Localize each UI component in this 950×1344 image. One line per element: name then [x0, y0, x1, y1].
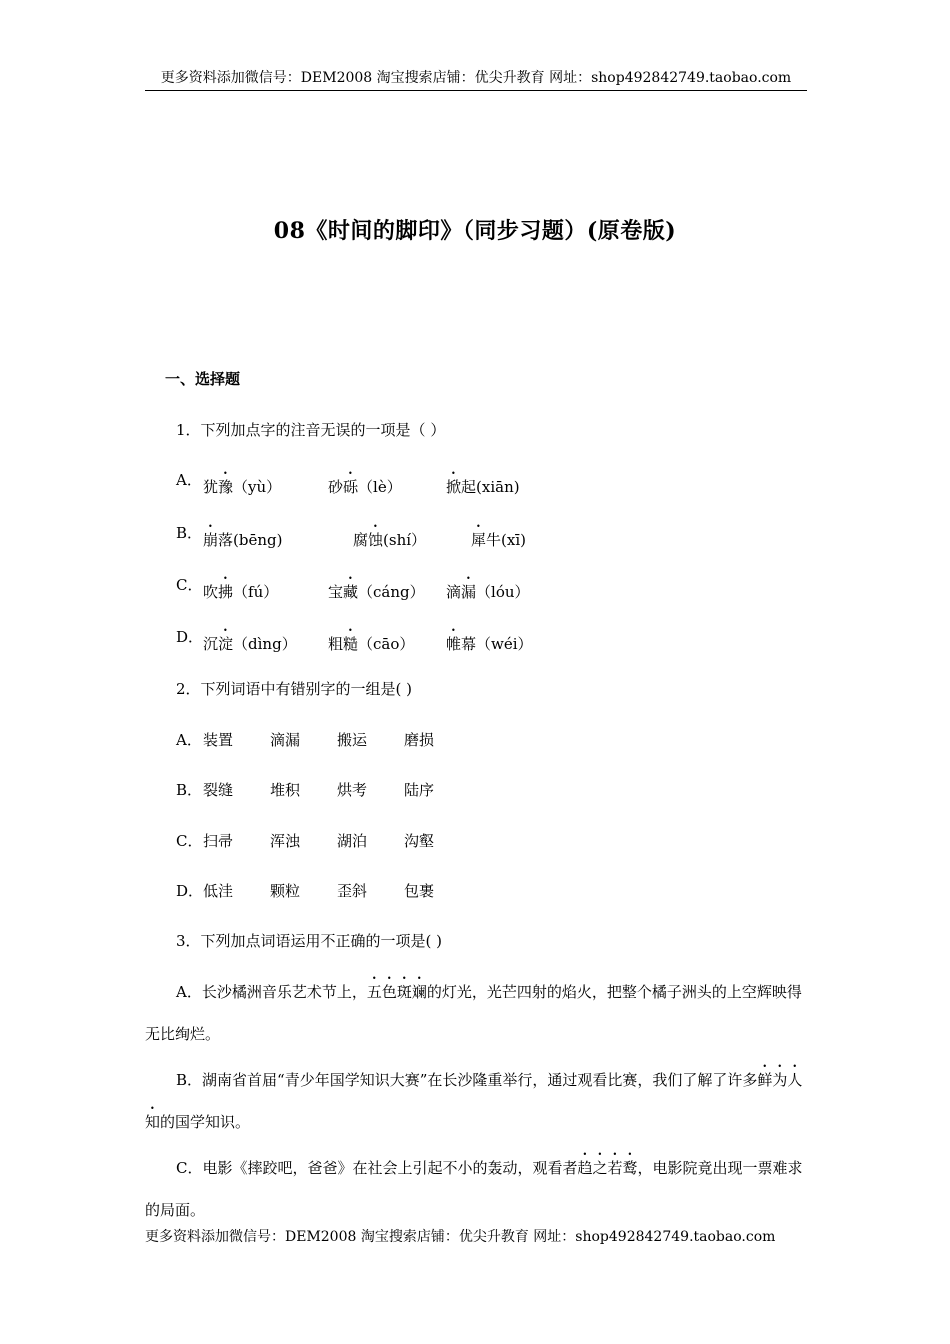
- q3-option-c: C．电影《摔跤吧，爸爸》在社会上引起不小的轰动，观看者趋之若鹜，电影院竟出现一票难求的局面。: [145, 1159, 803, 1219]
- emphasized-term: 趋之若鹜: [577, 1159, 638, 1177]
- option-label: B．: [176, 524, 203, 542]
- q3-option-a: A．长沙橘洲音乐艺术节上，五色斑斓的灯光，光芒四射的焰火，把整个橘子洲头的上空辉映得无比绚烂。: [145, 983, 802, 1043]
- q2-a-word-3: 搬运: [337, 731, 368, 749]
- q2-b-word-3: 烘考: [337, 781, 368, 799]
- q1-c-item-1: 吹拂（fú）: [203, 583, 279, 601]
- q1-d-item-1: 沉淀（dìng）: [203, 635, 297, 653]
- q1-a-item-1: 犹豫（yù）: [203, 478, 282, 496]
- q2-option-a: [176, 729, 435, 750]
- q1-b-item-2: 腐蚀(shí）: [353, 531, 427, 549]
- option-label: C．: [176, 576, 203, 594]
- q1-option-b: [176, 522, 526, 549]
- q1-b-item-1: 崩落(bēng): [203, 531, 283, 549]
- q1-d-item-2: 粗糙（cāo）: [328, 635, 415, 653]
- q2-b-word-1: 裂缝: [203, 781, 234, 799]
- q2-option-d: [176, 880, 435, 901]
- option-label: A．: [176, 731, 202, 749]
- page-header: 更多资料添加微信号：DEM2008 淘宝搜索店铺：优尖升教育 网址：shop492842749.taobao.com: [145, 68, 807, 91]
- emphasized-term: 鲜为人知: [145, 1071, 803, 1131]
- option-label: A．: [176, 471, 202, 489]
- q2-b-word-4: 陆序: [404, 781, 435, 799]
- q2-d-word-4: 包裹: [404, 882, 435, 900]
- q1-a-item-2: 砂砾（lè）: [328, 478, 402, 496]
- q1-option-c: [176, 574, 530, 601]
- question-2-stem: 2．下列词语中有错别字的一组是( ): [176, 680, 413, 698]
- q1-a-item-3: 掀起(xiān): [446, 478, 520, 496]
- q1-c-item-3: 滴漏（lóu）: [446, 583, 530, 601]
- q1-d-item-3: 帷幕（wéi）: [446, 635, 533, 653]
- q2-d-word-3: 歪斜: [337, 882, 368, 900]
- q2-c-word-2: 浑浊: [270, 832, 301, 850]
- option-label: C．: [176, 832, 203, 850]
- q2-c-word-1: 扫帚: [203, 832, 234, 850]
- question-3-stem: 3．下列加点词语运用不正确的一项是( ): [176, 932, 443, 950]
- q2-a-word-2: 滴漏: [270, 731, 301, 749]
- q2-b-word-2: 堆积: [270, 781, 301, 799]
- q2-option-c: [176, 830, 435, 851]
- q2-a-word-4: 磨损: [404, 731, 435, 749]
- q1-option-a: [176, 469, 520, 496]
- q2-d-word-1: 低洼: [203, 882, 234, 900]
- emphasized-term: 五色斑斓: [366, 983, 427, 1001]
- option-label: D．: [176, 882, 204, 900]
- q2-option-b: [176, 779, 435, 800]
- q2-c-word-3: 湖泊: [337, 832, 368, 850]
- option-label: D．: [176, 628, 204, 646]
- section-heading: 一、选择题: [165, 370, 241, 388]
- document-title: 08《时间的脚印》（同步习题）(原卷版): [273, 218, 677, 244]
- q2-d-word-2: 颗粒: [270, 882, 301, 900]
- q1-c-item-2: 宝藏（cáng）: [328, 583, 425, 601]
- q2-a-word-1: 装置: [203, 731, 234, 749]
- q3-option-b: B．湖南省首届“青少年国学知识大赛”在长沙隆重举行，通过观看比赛，我们了解了许多鲜为人知的国学知识。: [145, 1071, 803, 1131]
- q2-c-word-4: 沟壑: [404, 832, 435, 850]
- page-footer: 更多资料添加微信号：DEM2008 淘宝搜索店铺：优尖升教育 网址：shop492842749.taobao.com: [145, 1229, 776, 1245]
- question-1-stem: 1．下列加点字的注音无误的一项是（ ）: [176, 421, 446, 439]
- q1-b-item-3: 犀牛(xī): [471, 531, 526, 549]
- option-label: B．: [176, 781, 203, 799]
- q1-option-d: [176, 626, 533, 653]
